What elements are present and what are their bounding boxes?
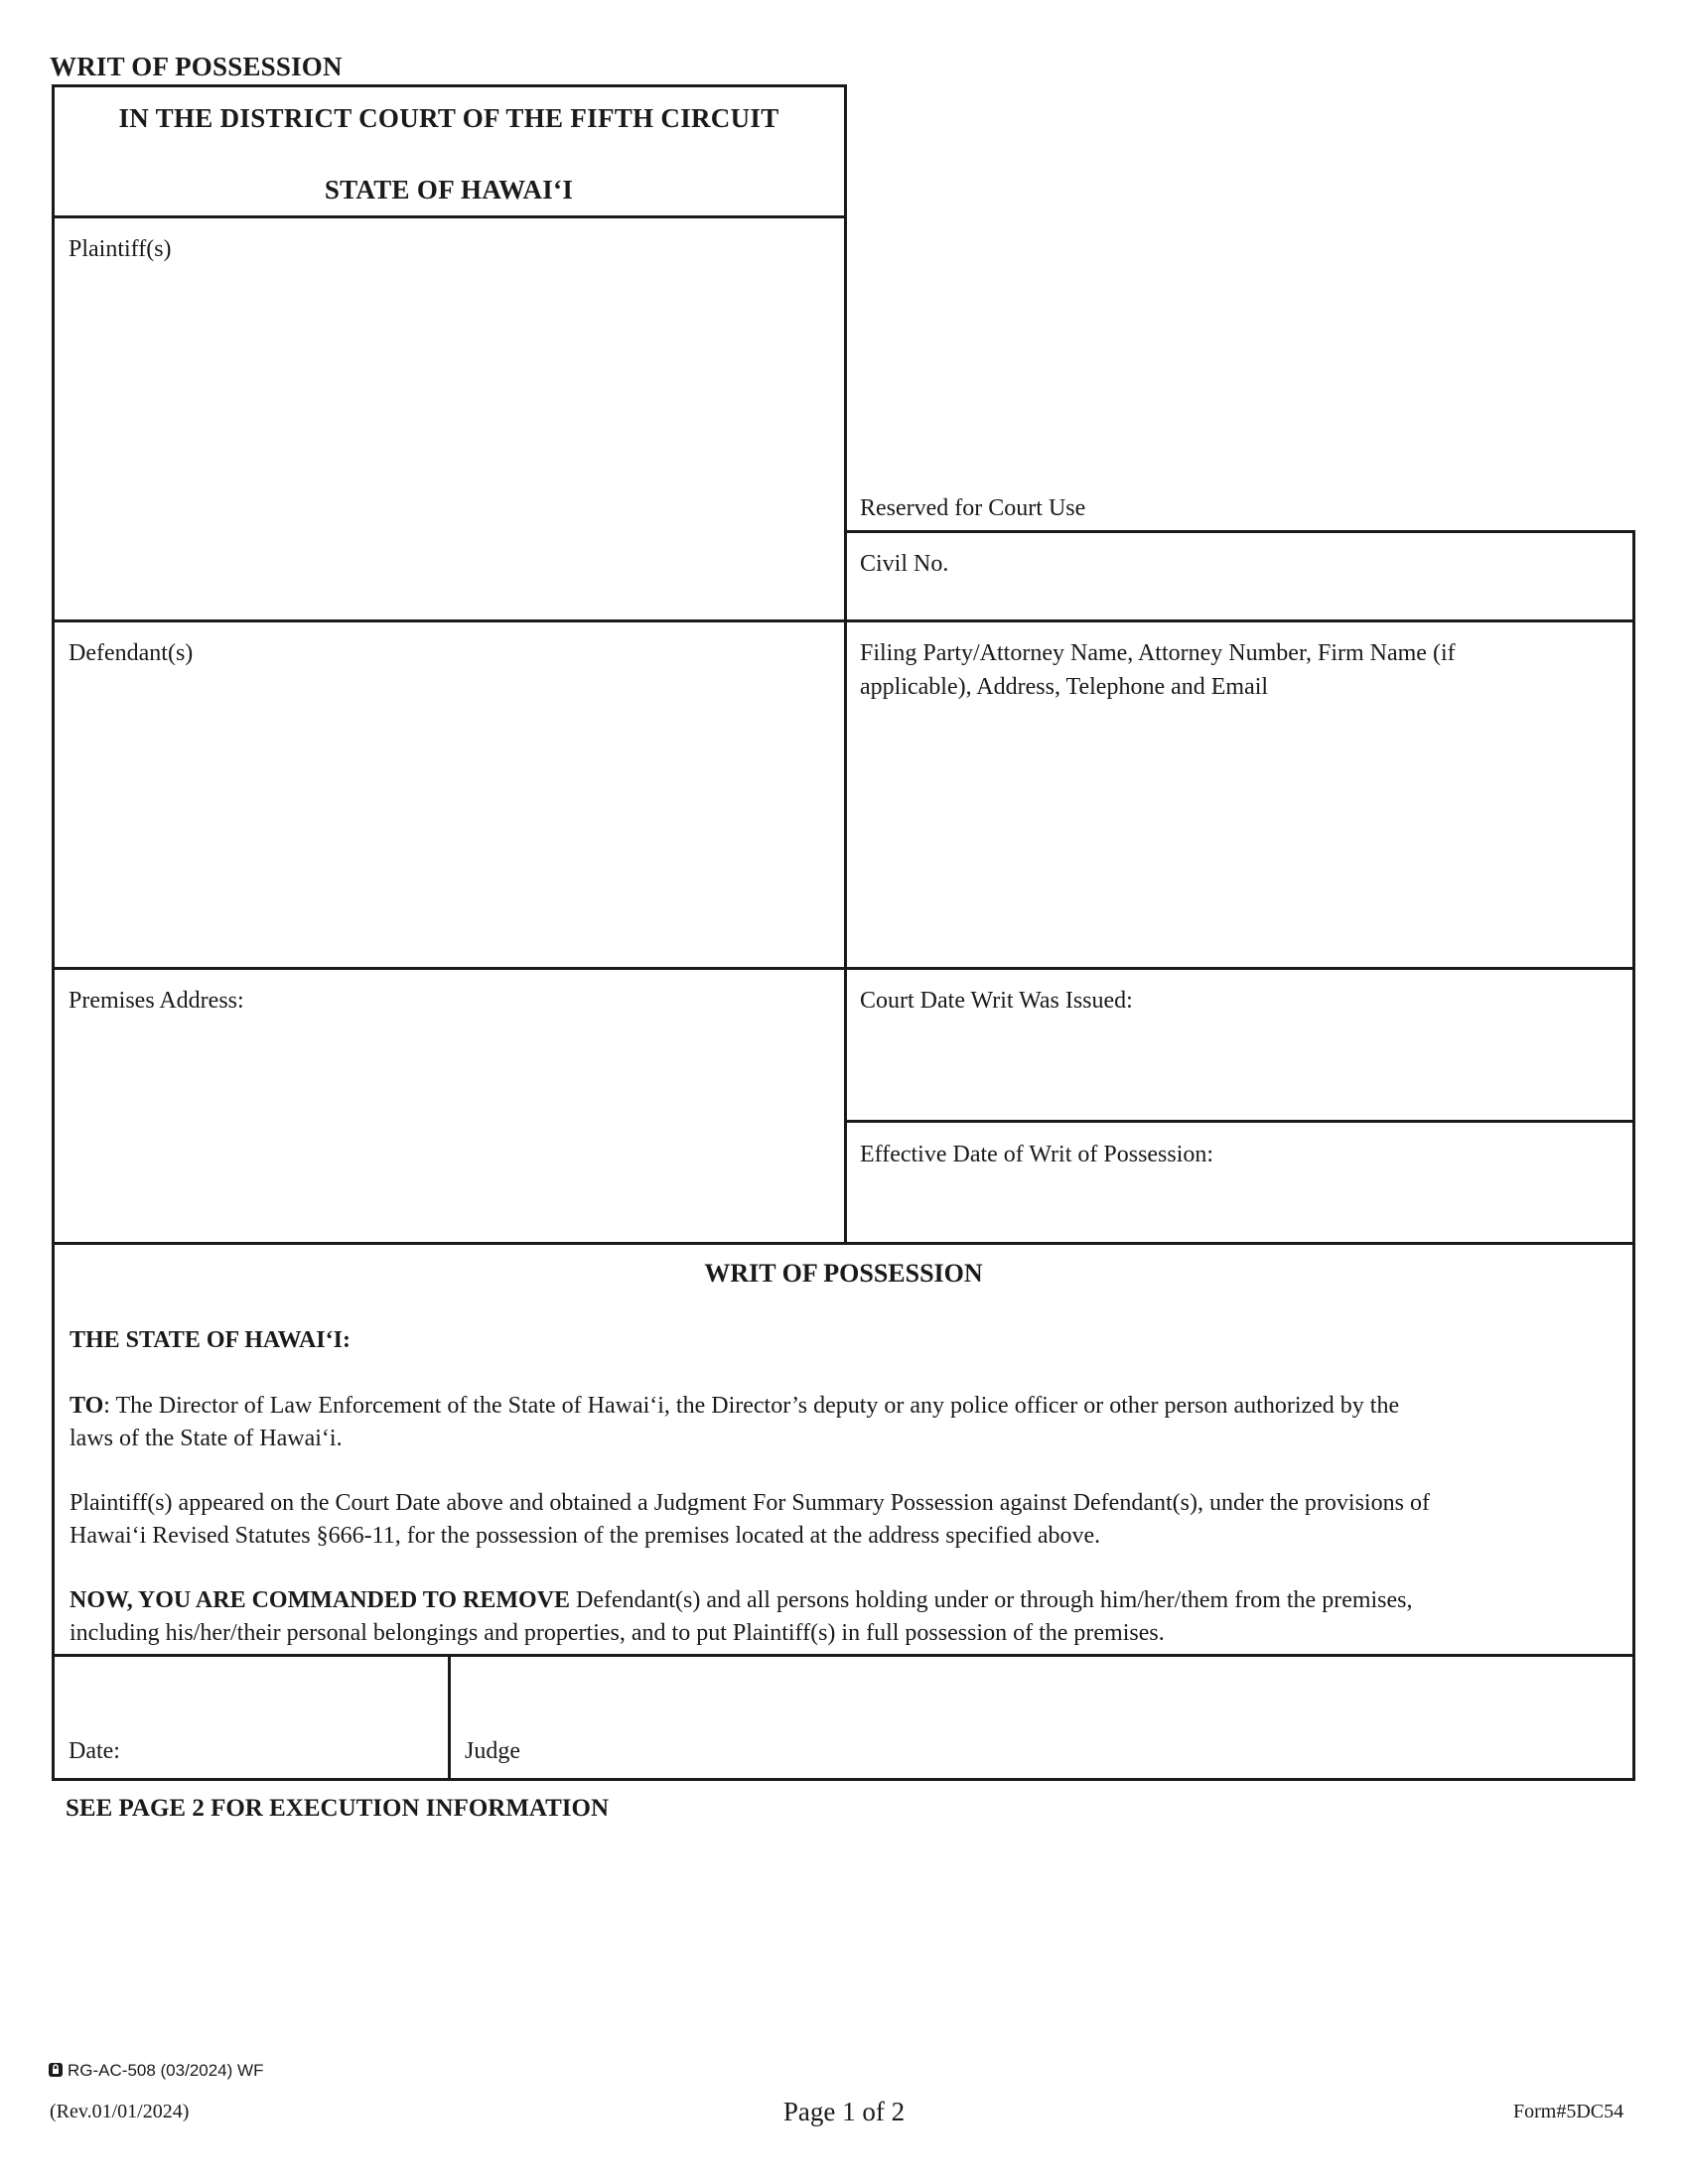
right-border <box>1632 530 1635 1781</box>
row-divider-defendants <box>52 619 1635 622</box>
judge-signature-field[interactable]: Judge <box>465 1738 520 1764</box>
court-state: STATE OF HAWAI‘I <box>324 175 574 205</box>
top-border-left <box>52 84 847 87</box>
effective-date-field[interactable]: Effective Date of Writ of Possession: <box>860 1142 1214 1167</box>
to-paragraph <box>70 1390 1630 1455</box>
row-divider-premises <box>52 967 1635 970</box>
command-label: NOW, YOU ARE COMMANDED TO REMOVE <box>70 1587 571 1613</box>
court-name: IN THE DISTRICT COURT OF THE FIFTH CIRCUIT <box>118 103 779 133</box>
to-text-line2: laws of the State of Hawai‘i. <box>70 1426 343 1451</box>
bottom-border <box>52 1778 1635 1781</box>
filing-party-field[interactable] <box>860 636 1456 704</box>
left-border <box>52 84 55 1781</box>
execution-notice: SEE PAGE 2 FOR EXECUTION INFORMATION <box>66 1795 610 1822</box>
revision-date: (Rev.01/01/2024) <box>50 2101 190 2122</box>
writ-heading: WRIT OF POSSESSION <box>704 1259 983 1288</box>
filing-party-label-line2: applicable), Address, Telephone and Email <box>860 674 1269 700</box>
row-divider-effective-date <box>844 1120 1635 1123</box>
center-divider <box>844 84 847 1244</box>
reserved-court-use-label: Reserved for Court Use <box>860 495 1086 521</box>
judgment-line1: Plaintiff(s) appeared on the Court Date above and obtained a Judgment For Summary Possession against Defendant(s), under the provisions of <box>70 1490 1430 1516</box>
judgment-line2: Hawai‘i Revised Statutes §666-11, for the possession of the premises located at the address specified above. <box>70 1523 1101 1549</box>
command-line2: including his/her/their personal belongings and properties, and to put Plaintiff(s) in full possession of the premises. <box>70 1620 1165 1646</box>
command-paragraph <box>70 1584 1630 1650</box>
date-field[interactable]: Date: <box>69 1738 120 1764</box>
signature-divider <box>448 1654 451 1781</box>
civil-no-field[interactable]: Civil No. <box>860 551 949 577</box>
premises-address-field[interactable]: Premises Address: <box>69 988 244 1014</box>
court-date-field[interactable]: Court Date Writ Was Issued: <box>860 988 1133 1014</box>
row-divider-signature <box>52 1654 1635 1657</box>
court-header-divider <box>52 215 847 218</box>
defendants-field[interactable]: Defendant(s) <box>69 640 194 666</box>
form-code-text: RG-AC-508 (03/2024) WF <box>68 2061 264 2080</box>
judgment-paragraph <box>70 1487 1630 1553</box>
filing-party-label-line1: Filing Party/Attorney Name, Attorney Number, Firm Name (if <box>860 640 1456 666</box>
plaintiffs-field[interactable]: Plaintiff(s) <box>69 236 172 262</box>
command-line1: Defendant(s) and all persons holding under or through him/her/them from the premises, <box>570 1587 1413 1613</box>
form-code <box>48 2061 263 2081</box>
lock-icon <box>48 2062 64 2078</box>
civil-no-top-border <box>844 530 1635 533</box>
state-salutation: THE STATE OF HAWAI‘I: <box>70 1327 351 1353</box>
to-label: TO <box>70 1393 104 1419</box>
form-number: Form#5DC54 <box>1513 2101 1624 2122</box>
row-divider-writ <box>52 1242 1635 1245</box>
page-number: Page 1 of 2 <box>782 2097 906 2126</box>
document-title: WRIT OF POSSESSION <box>50 52 343 81</box>
to-text-line1: : The Director of Law Enforcement of the State of Hawai‘i, the Director’s deputy or any police officer or other person authorized by the <box>103 1393 1400 1419</box>
